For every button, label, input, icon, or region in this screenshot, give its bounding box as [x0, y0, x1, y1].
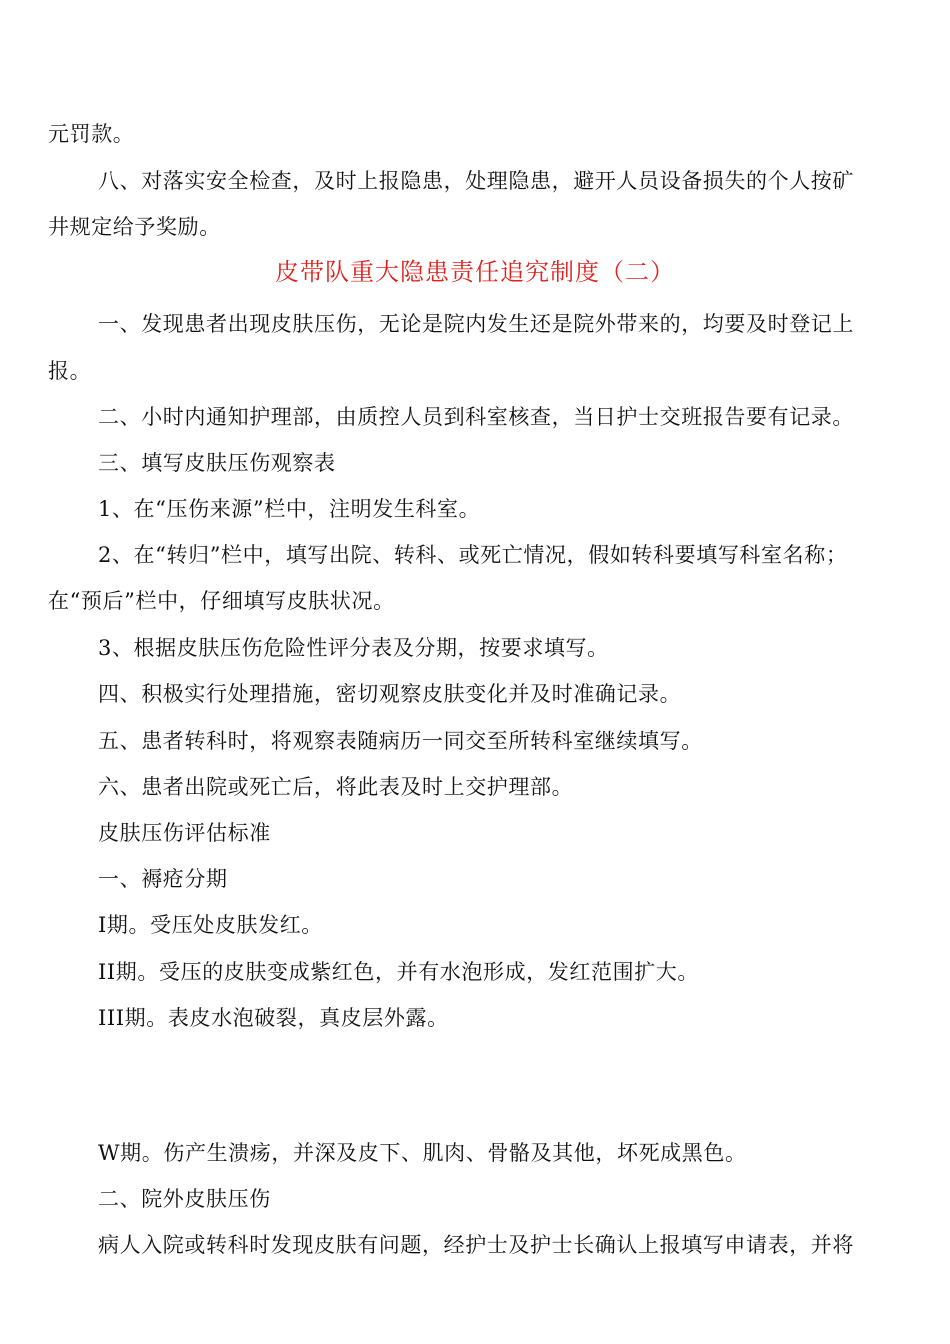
paragraph-line: 井规定给予奖励。: [48, 215, 221, 239]
paragraph-line: 三、填写皮肤压伤观察表: [98, 451, 336, 475]
paragraph-line: 病人入院或转科时发现皮肤有问题，经护士及护士长确认上报填写申请表，并将: [98, 1233, 854, 1257]
paragraph-line: 在“预后”栏中，仔细填写皮肤状况。: [48, 589, 395, 613]
paragraph-line: 四、积极实行处理措施，密切观察皮肤变化并及时准确记录。: [98, 682, 682, 706]
document-title: 皮带队重大隐患责任追究制度（二）: [275, 258, 675, 286]
paragraph-line: 二、院外皮肤压伤: [98, 1187, 271, 1211]
paragraph-line: 六、患者出院或死亡后，将此表及时上交护理部。: [98, 775, 574, 799]
paragraph-line: 二、小时内通知护理部，由质控人员到科室核查，当日护士交班报告要有记录。: [98, 405, 854, 429]
paragraph-line: 报。: [48, 359, 92, 383]
paragraph-line: III期。表皮水泡破裂，真皮层外露。: [98, 1006, 449, 1030]
paragraph-line: 2、在“转归”栏中，填写出院、转科、或死亡情况，假如转科要填写科室名称；: [98, 543, 848, 567]
paragraph-line: 八、对落实安全检查，及时上报隐患，处理隐患，避开人员设备损失的个人按矿: [98, 169, 854, 193]
paragraph-line: 皮肤压伤评估标准: [98, 821, 271, 845]
paragraph-line: 一、褥疮分期: [98, 867, 228, 891]
paragraph-line: 3、根据皮肤压伤危险性评分表及分期，按要求填写。: [98, 636, 609, 660]
paragraph-line: 一、发现患者出现皮肤压伤，无论是院内发生还是院外带来的，均要及时登记上: [98, 312, 854, 336]
paragraph-line: 1、在“压伤来源”栏中，注明发生科室。: [98, 497, 481, 521]
paragraph-line: 五、患者转科时，将观察表随病历一同交至所转科室继续填写。: [98, 729, 703, 753]
paragraph-line: I期。受压处皮肤发红。: [98, 913, 323, 937]
paragraph-line: W期。伤产生溃疡，并深及皮下、肌肉、骨骼及其他，坏死成黑色。: [98, 1141, 747, 1165]
paragraph-line: II期。受压的皮肤变成紫红色，并有水泡形成，发红范围扩大。: [98, 960, 699, 984]
paragraph-line: 元罚款。: [48, 122, 135, 146]
